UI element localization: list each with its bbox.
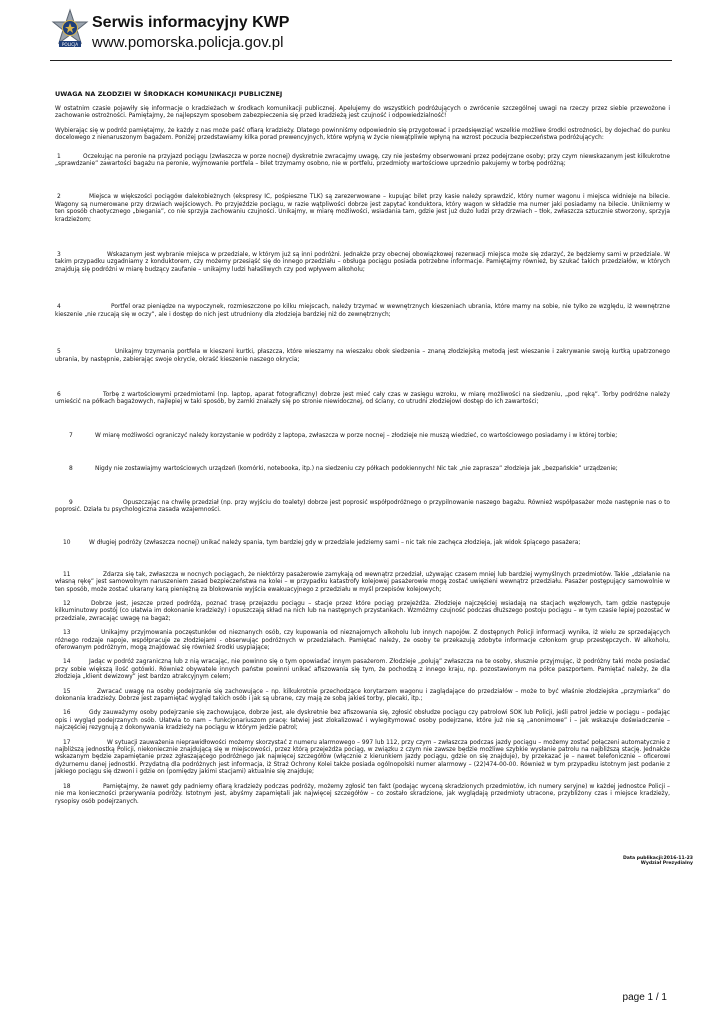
list-item-text: Unikajmy trzymania portfela w kieszeni kurtki, płaszcza, które wieszamy na wieszaku obok siedzenia – znaną złodziejską metodą jest wieszanie i zakrywanie swoją kurtką upatrzonego ubrania, by następnie, zabierając swoje okrycie, okraść kieszenie naszego okrycia; (55, 349, 670, 363)
list-item-number: 13 (63, 630, 71, 637)
publication-date: Data publikacji:2016-11-23 (622, 856, 693, 861)
list-item-number: 10 (63, 540, 71, 547)
list-item (55, 601, 670, 623)
list-item-number: 17 (63, 739, 71, 746)
list-item (55, 659, 670, 681)
list-item-text: Opuszczając na chwilę przedział (np. przy wyjściu do toalety) dobrze jest poprosić współpodróżnego o przypilnowanie naszego bagażu. Również współpasażer może następnie nas o to poprosić. Działa tu psychologiczna zasada wzajemności. (55, 499, 670, 513)
list-item (55, 540, 670, 547)
site-name: Serwis informacyjny KWP (92, 14, 290, 31)
list-item-text: Zwracać uwagę na osoby podejrzanie się zachowujące – np. kilkukrotnie przechodzące korytarzem wagonu i zaglądające do przedziałów – może to być właśnie złodziejska „przymiarka” do dokonania kradzieży. Dobrze jest zapamiętać wygląd takich osób i jak są ubrane, czy mają ze sobą jakieś torby, plecaki, itp.; (55, 688, 670, 703)
list-item-number: 4 (57, 304, 61, 311)
list-item-number: 16 (63, 710, 71, 717)
list-item-text: Torbę z wartościowymi przedmiotami (np. laptop, aparat fotograficzny) dobrze jest mieć cały czas w zasięgu wzroku, w miarę możliwości na siedzeniu, „pod ręką”. Torby podróżne należy umieścić na półkach bagażowych, najlepiej w taki sposób, by zamki znalazły się po stronie niewidocznej, od ściany, co utrudni złodziejowi dostęp do ich zawartości; (55, 391, 670, 406)
list-item (55, 349, 670, 364)
publication-info (623, 856, 693, 867)
list-item-number: 5 (57, 349, 61, 356)
list-item-text: W sytuacji zauważenia nieprawidłowości możemy skorzystać z numeru alarmowego – 997 lub 112, przy czym – zwłaszcza podczas jazdy pociągu – możemy zostać połączeni automatycznie z najbliższą jednostką Policji, niekoniecznie znajdującą się w miejscowości, przez którą przejeżdża pociąg, w związku z czym nie zawsze będzie możliwe szybkie wysłanie patrolu na najbliższą stację. Jednakże wskazanym będzie zapamiętanie przez zgłaszającego podróżnego jak najwięcej szczegółów (włącznie z kierunkiem jazdy pociągu, gdzie on się znajduje), by przekazać je – nawet telefonicznie – oficerowi dyżurnemu danej jednostki. Przydatną dla podróżnych jest informacja, iż Straż Ochrony Kolei także posiada ogólnopolski numer alarmowy – (22)474-00-00. Również w tym przypadku istotnym jest podanie z jakiego pociągu się dzwoni i gdzie on (pomiędzy jakimi stacjami) aktualnie się znajduje; (55, 739, 670, 776)
page-number: page 1 / 1 (622, 992, 667, 1003)
list-item-text: Wskazanym jest wybranie miejsca w przedziale, w którym już są inni podróżni. Jednakże przy obecnej obowiązkowej rezerwacji miejsca może się zdarzyć, że będziemy sami w przedziale. W takim przypadku uzgadniamy z konduktorem, czy możemy przesiąść się do innego przedziału – obsługa pociągu posiada potrzebne informacje. Pamiętajmy również, by szukać takich przedziałów, w których znajdują się podróżni w miarę budzący zaufanie – unikajmy ludzi hałaśliwych czy pod wpływem alkoholu; (55, 252, 670, 273)
list-item (55, 304, 670, 319)
list-item-text: W długiej podróży (zwłaszcza nocnej) unikać należy spania, tym bardziej gdy w przedziale jedziemy sami – nic tak nie zachęca złodzieja, jak widok śpiącego pasażera; (89, 540, 581, 547)
list-item-text: Zdarza się tak, zwłaszcza w nocnych pociągach, że niektórzy pasażerowie zamykają od wewnątrz przedział, używając czasem mniej lub bardziej wymyślnych przedmiotów. Takie „działanie na własną rękę” jest samowolnym naruszeniem zasad bezpieczeństwa na kolei – w przypadku katastrofy kolejowej pasażerowie mogą zostać uwięzieni wewnątrz przedziału. Pasażer postępujący samowolnie w ten sposób, może zostać ukarany karą pieniężną za blokowanie wyjścia ewakuacyjnego z przedziału w myśl przepisów kolejowych; (55, 571, 670, 593)
list-item (55, 572, 670, 594)
site-url[interactable]: www.pomorska.policja.gov.pl (92, 34, 284, 51)
list-item-text: Unikajmy przyjmowania poczęstunków od nieznanych osób, czy kupowania od nieznajomych alkoholu lub innych napojów. Z dostępnych Policji informacji wynika, iż wielu ze sprzedających różnego rodzaje napoje, współpracuje ze złodziejami - obserwując podróżnych w przedziałach. Pamiętać należy, że osoby te przekazują zdobyte informacje członkom grup przestępczych. W alkoholu, oferowanym podróżnym, mogą znajdować się również środki usypiające; (55, 630, 670, 651)
list-item-text: Nigdy nie zostawiajmy wartościowych urządzeń (komórki, notebooka, itp.) na siedzeniu czy półkach podokiennych! Nic tak „nie zaprasza” złodzieja jak „bezpańskie” urządzenie; (95, 466, 618, 473)
list-item-text: Jadąc w podróż zagraniczną lub z nią wracając, nie powinno się o tym opowiadać innym pasażerom. Złodzieje „polują” zwłaszcza na te osoby, słusznie przyjmując, iż podróżny taki może posiadać przy sobie większą ilość gotówki. Również obywatele innych państw powinni unikać afiszowania się tym, że pochodzą z innego kraju, np. pozostawionym na półce paszportem. Pamiętać należy, że dla złodzieja „klient dewizowy” jest bardzo atrakcyjnym celem; (55, 659, 670, 681)
list-item (55, 689, 670, 704)
list-item (55, 500, 670, 515)
list-item-number: 15 (63, 688, 71, 695)
list-item (55, 710, 670, 732)
publishing-unit: Wydział Prezydialny (640, 861, 693, 867)
site-header (50, 8, 690, 58)
list-item-text: Gdy zauważymy osoby podejrzanie się zachowujące, dobrze jest, ale dyskretnie bez afiszowania się, zgłosić obsłudze pociągu czy patrolowi SOK lub Policji, jeśli patrol jedzie w pociągu – podając opis i wygląd podejrzanych osób. Ułatwia to nam – funkcjonariuszom pracę: łatwiej jest zlokalizować i wylegitymować osoby podejrzane, które już nie są „anonimowe” i – jak wskazuje doświadczenie – najczęściej rezygnują z dokonywania kradzieży na pociągu w którym jedzie patrol; (55, 710, 670, 732)
list-item-number: 3 (57, 252, 61, 259)
list-item (55, 392, 670, 407)
article-title: UWAGA NA ZŁODZIEI W ŚRODKACH KOMUNIKACJI PUBLICZNEJ (55, 90, 283, 98)
list-item-number: 8 (69, 466, 73, 473)
list-item-text: Pamiętajmy, że nawet gdy padniemy ofiarą kradzieży podczas podróży, możemy zgłosić ten fakt (podając wyceną skradzionych przedmiotów, ich numery seryjne) w każdej jednostce Policji – nie ma konieczności przerywania podróży. Istotnym jest, abyśmy zapamiętali jak najwięcej szczegółów – co zostało skradzione, jak wyglądają przedmioty utracone, przybliżony czas i miejsce kradzieży, rysopisy osób podejrzanych. (55, 783, 670, 805)
list-item-text: Miejsca w większości pociągów dalekobieżnych (ekspresy IC, pośpieszne TLK) są zarezerwowane – kupując bilet przy kasie należy sprawdzić, który numer wagonu i miejsca widnieje na bilecie. Wagony są numerowane przy drzwiach wejściowych. Po przyjeździe pociągu, w razie wątpliwości dobrze jest zapytać konduktora, który wagon w składzie ma numer jaki posiadamy na bilecie. Unikniemy w ten sposób chaotycznego „biegania”, co nie sprzyja zachowaniu czujności. Unikajmy, w miarę możliwości, wsiadania tam, gdzie jest już dużo ludzi przy drzwiach – tłok, zwłaszcza sztucznie stworzony, sprzyja kradzieżom; (55, 194, 670, 223)
logo-lettering: POLICJA (61, 41, 79, 47)
list-item (55, 194, 670, 224)
intro-paragraph-1: W ostatnim czasie pojawiły się informacje o kradzieżach w środkach komunikacji publicznej. Apelujemy do wszystkich podróżujących o zwrócenie szczególnej uwagi na rzeczy przez siebie przewożone i zachowanie ostrożności. Pamiętajmy, że najlepszym sposobem zabezpieczenia się przed kradzieżą jest czujność i odpowiedzialność! (55, 106, 670, 120)
list-item-number: 12 (63, 600, 71, 607)
list-item-number: 2 (57, 194, 61, 201)
article-body (55, 90, 670, 813)
list-item-number: 11 (63, 571, 71, 578)
list-item-number: 6 (57, 391, 61, 398)
police-star-logo-icon (50, 8, 90, 56)
list-item (55, 433, 670, 440)
list-item-text: W miarę możliwości ograniczyć należy korzystanie w podróży z laptopa, zwłaszcza w porze nocnej – złodzieje nie muszą wiedzieć, co wartościowego posiadamy i w której torbie; (95, 432, 618, 439)
list-item-number: 1 (57, 153, 61, 160)
list-item (55, 466, 670, 473)
header-divider (50, 60, 672, 61)
list-item-number: 14 (63, 659, 71, 666)
list-item-text: Dobrze jest, jeszcze przed podróżą, poznać trasę przejazdu pociągu – stacje przez które pociąg przejeżdża. Złodzieje najczęściej wsiadają na stacjach węzłowych, tam gdzie następuje kilkuminutowy postój (co ułatwia im dokonanie kradzieży) i opuszczają skład na nich lub na następnych przystankach. Wzmóżmy czujność podczas dłuższego postoju pociągu – w tym czasie lepiej pozostać w przedziale, zwracając uwagę na bagaż; (55, 600, 670, 622)
list-item (55, 630, 670, 652)
list-item (55, 252, 670, 274)
list-item-number: 18 (63, 783, 71, 790)
list-item-text: Portfel oraz pieniądze na wypoczynek, rozmieszczone po kilku miejscach, należy trzymać w wewnętrznych kieszeniach ubrania, które mamy na sobie, nie tylko ze względu, iż wewnętrzne kieszenie „nie rzucają się w oczy”, ale i dostęp do nich jest utrudniony dla złodzieja bardziej niż do zewnętrznych; (55, 304, 670, 318)
intro-paragraph-2: Wybierając się w podróż pamiętajmy, że każdy z nas może paść ofiarą kradzieży. Dlatego powinniśmy odpowiednio się przygotować i przedsięwziąć wszelkie możliwe środki ostrożności, by dojechać do punku docelowego z nienaruszonym bagażem. Poniżej przedstawiamy kilka porad prewencyjnych, które wpłyną w życie niewątpliwie wpłyną na wzrost poczucia bezpieczeństwa podróżujących: (55, 127, 670, 142)
list-item (55, 784, 670, 806)
list-item-number: 7 (69, 432, 73, 439)
list-item (55, 740, 670, 777)
list-item-number: 9 (69, 499, 73, 506)
list-item (55, 154, 670, 169)
list-item-text: Oczekując na peronie na przyjazd pociągu (zwłaszcza w porze nocnej) dyskretnie zwracajmy uwagę, czy nie jesteśmy obserwowani przez podejrzane osoby; przy czym niewskazanym jest kilkukrotne „sprawdzanie” zawartości bagażu na peronie, wyjmowanie portfela – bilet trzymamy osobno, nie w portfelu, przedmioty wartościowe uprzednio pakujemy w torbę podróżną; (55, 153, 670, 168)
